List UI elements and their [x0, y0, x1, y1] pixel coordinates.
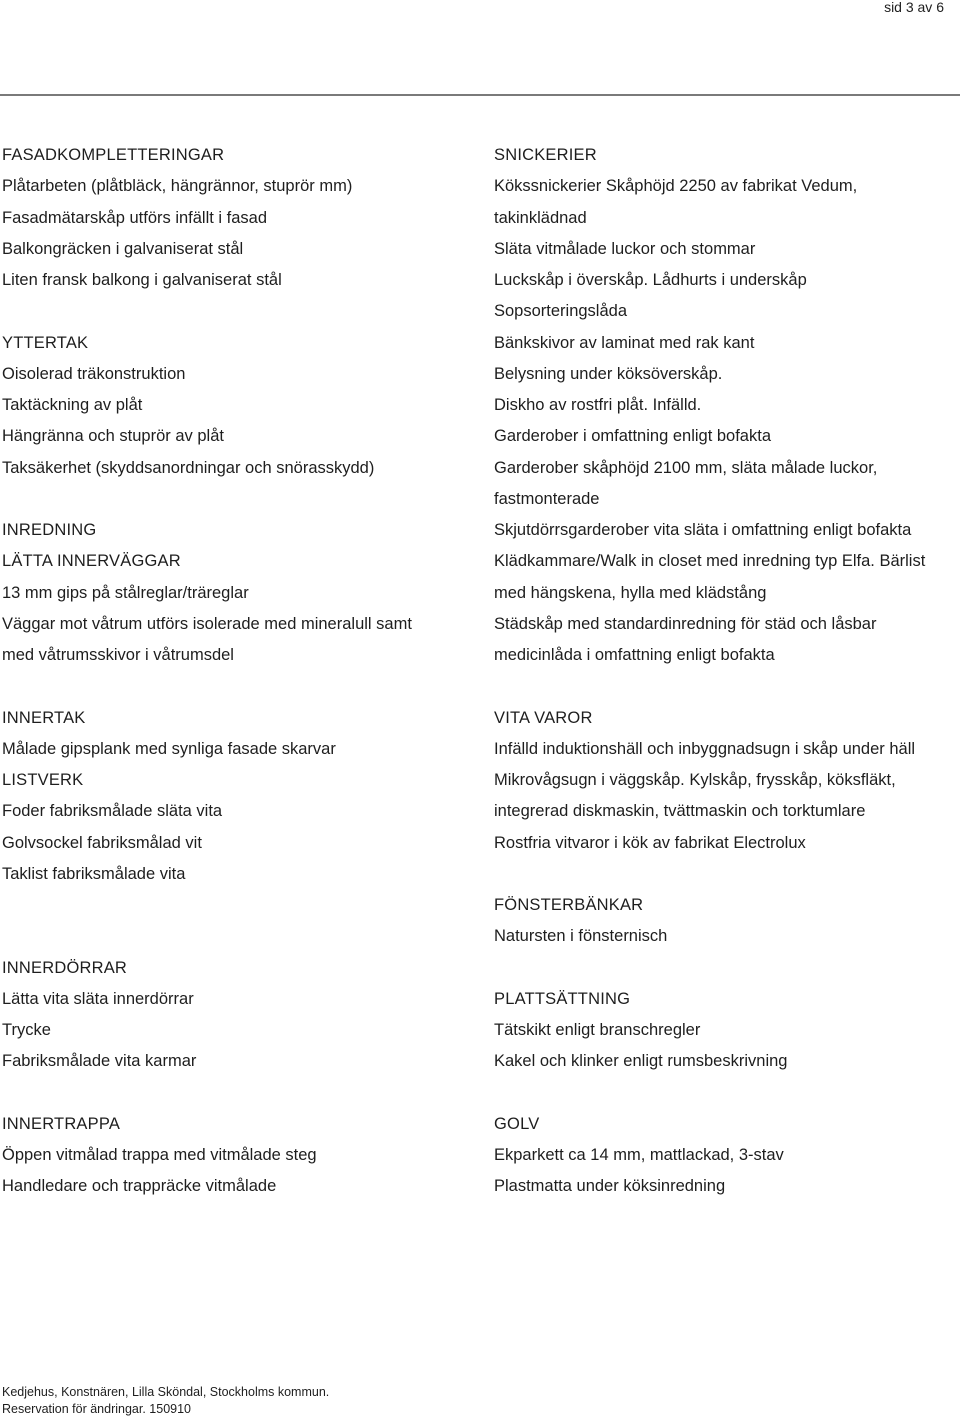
section-line: Trycke: [2, 1021, 51, 1039]
section-heading: FÖNSTERBÄNKAR: [494, 896, 644, 914]
section-line: Ekparkett ca 14 mm, mattlackad, 3-stav: [494, 1146, 784, 1164]
section-heading: FASADKOMPLETTERINGAR: [2, 146, 225, 164]
section-line: Mikrovågsugn i väggskåp. Kylskåp, frysskåp, köksfläkt,: [494, 771, 896, 789]
section-heading: INNERTAK: [2, 708, 86, 727]
section-line: Lätta vita släta innerdörrar: [2, 989, 194, 1008]
section-heading: INNERTRAPPA: [2, 1114, 121, 1133]
section-line: Släta vitmålade luckor och stommar: [494, 239, 756, 258]
section-line: Skjutdörrsgarderober vita släta i omfattning enligt bofakta: [494, 521, 912, 539]
section-line: Handledare och trappräcke vitmålade: [2, 1177, 277, 1196]
section-golv: [494, 1109, 784, 1203]
section-line: Öppen vitmålad trappa med vitmålade steg: [2, 1146, 317, 1164]
section-line: Luckskåp i överskåp. Lådhurts i underskåp: [494, 271, 807, 289]
section-line: Målade gipsplank med synliga fasade skarvar: [2, 739, 336, 758]
section-heading: PLATTSÄTTNING: [494, 989, 631, 1008]
section-line: fastmonterade: [494, 489, 600, 508]
section-line: Kakel och klinker enligt rumsbeskrivning: [494, 1052, 788, 1071]
section-lätta-innerväggar: [2, 546, 412, 671]
section-line: Garderober skåphöjd 2100 mm, släta målade luckor,: [494, 458, 878, 477]
section-line: Hängränna och stuprör av plåt: [2, 427, 224, 446]
section-line: Rostfria vitvaror i kök av fabrikat Electrolux: [494, 833, 806, 852]
header-divider: [0, 94, 960, 96]
footer-disclaimer: Reservation för ändringar. 150910: [2, 1401, 192, 1416]
section-line: 13 mm gips på stålreglar/träreglar: [2, 583, 249, 602]
section-heading: LISTVERK: [2, 771, 84, 789]
section-line: Foder fabriksmålade släta vita: [2, 802, 223, 821]
section-line: Klädkammare/Walk in closet med inredning typ Elfa. Bärlist: [494, 552, 926, 571]
section-vita-varor: [494, 703, 915, 859]
section-line: Taklist fabriksmålade vita: [2, 864, 186, 883]
section-line: takinklädnad: [494, 208, 587, 227]
section-line: Taktäckning av plåt: [2, 396, 143, 414]
section-heading: INNERDÖRRAR: [2, 958, 128, 977]
section-heading: GOLV: [494, 1114, 540, 1133]
section-line: Bänkskivor av laminat med rak kant: [494, 333, 755, 352]
section-line: Sopsorteringslåda: [494, 302, 627, 321]
section-line: Natursten i fönsternisch: [494, 927, 668, 946]
section-line: Infälld induktionshäll och inbyggnadsugn i skåp under häll: [494, 739, 916, 758]
section-heading: SNICKERIER: [494, 146, 597, 164]
section-heading: YTTERTAK: [2, 333, 89, 352]
section-fasadkompletteringar: [2, 140, 352, 296]
section-innerdörrar: [2, 953, 196, 1078]
section-line: medicinlåda i omfattning enligt bofakta: [494, 646, 775, 664]
section-line: Fasadmätarskåp utförs infällt i fasad: [2, 208, 268, 227]
section-yttertak: [2, 328, 374, 484]
section-fönsterbänkar: [494, 890, 667, 953]
section-innertak: [2, 703, 336, 766]
section-inredning: [2, 515, 96, 546]
section-listverk: [2, 765, 222, 890]
section-line: Fabriksmålade vita karmar: [2, 1052, 197, 1071]
section-line: Liten fransk balkong i galvaniserat stål: [2, 271, 282, 289]
section-innertrappa: [2, 1109, 317, 1203]
section-line: Garderober i omfattning enligt bofakta: [494, 427, 771, 446]
section-line: Balkongräcken i galvaniserat stål: [2, 239, 244, 258]
section-line: Väggar mot våtrum utförs isolerade med mineralull samt: [2, 614, 412, 633]
section-line: integrerad diskmaskin, tvättmaskin och torktumlare: [494, 802, 866, 821]
section-line: Belysning under köksöverskåp.: [494, 364, 723, 383]
section-line: Tätskikt enligt branschregler: [494, 1021, 701, 1039]
section-plattsättning: [494, 984, 787, 1078]
footer-address: Kedjehus, Konstnären, Lilla Sköndal, Stockholms kommun.: [2, 1385, 330, 1399]
section-line: Golvsockel fabriksmålad vit: [2, 833, 202, 852]
section-line: Städskåp med standardinredning för städ och låsbar: [494, 614, 877, 633]
section-snickerier: [494, 140, 925, 671]
section-line: med våtrumsskivor i våtrumsdel: [2, 646, 234, 664]
footer: [2, 1384, 329, 1417]
section-heading: VITA VAROR: [494, 708, 593, 727]
section-line: Taksäkerhet (skyddsanordningar och snörasskydd): [2, 458, 375, 477]
section-heading: INREDNING: [2, 521, 97, 539]
section-line: Plastmatta under köksinredning: [494, 1177, 726, 1196]
section-line: Diskho av rostfri plåt. Infälld.: [494, 396, 702, 414]
section-line: med hängskena, hylla med klädstång: [494, 583, 767, 602]
page-number: sid 3 av 6: [884, 0, 944, 15]
section-heading: LÄTTA INNERVÄGGAR: [2, 552, 181, 571]
section-line: Plåtarbeten (plåtbläck, hängrännor, stuprör mm): [2, 177, 353, 196]
section-line: Kökssnickerier Skåphöjd 2250 av fabrikat Vedum,: [494, 177, 858, 196]
section-line: Oisolerad träkonstruktion: [2, 364, 186, 383]
